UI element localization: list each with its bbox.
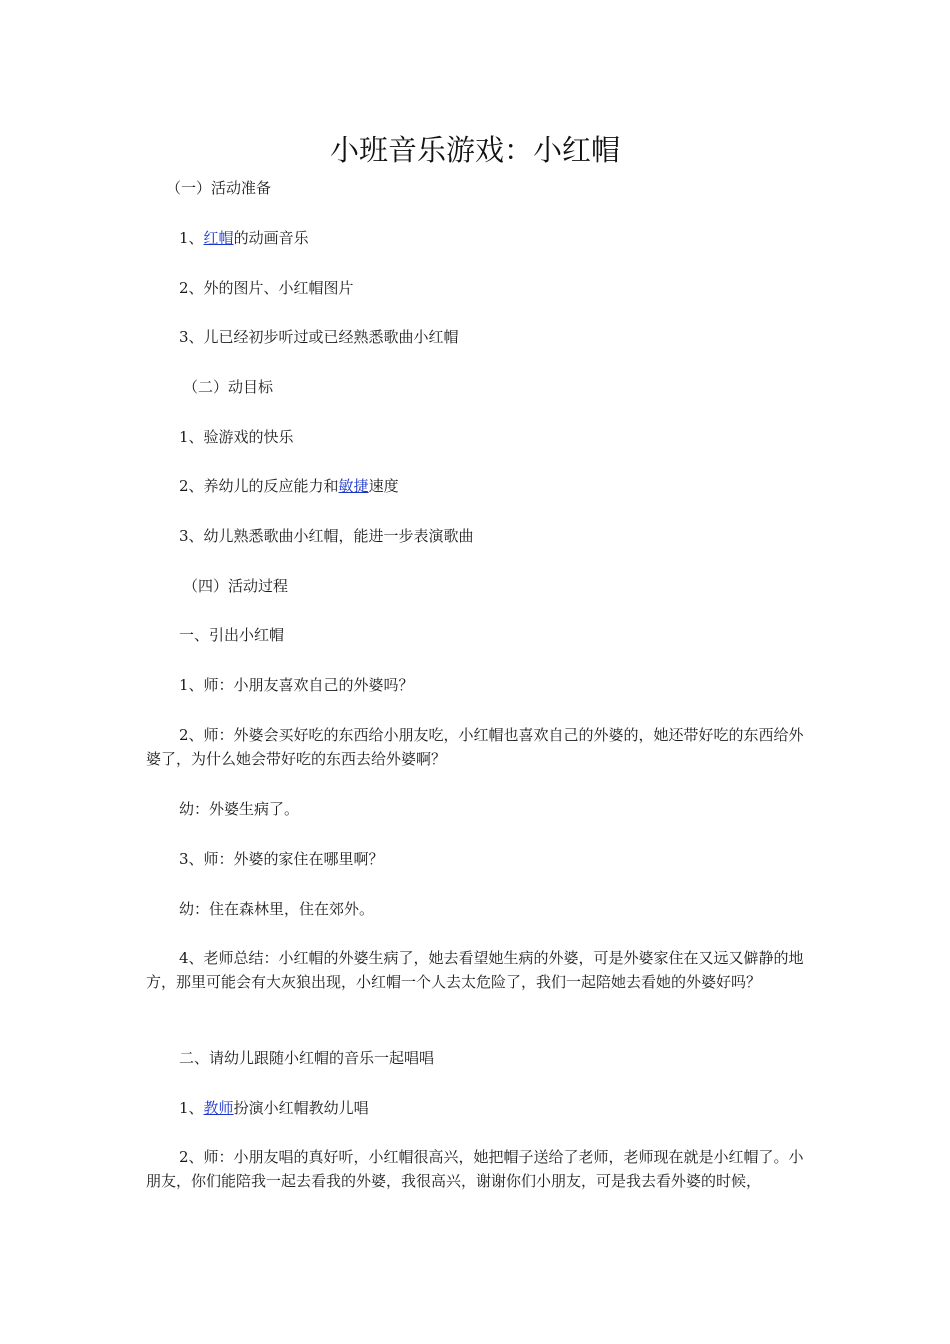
paragraph: 2、师：小朋友唱的真好听，小红帽很高兴，她把帽子送给了老师，老师现在就是小红帽了。小朋友，你们能陪我一起去看我的外婆，我很高兴，谢谢你们小朋友，可是我去看外婆的时候， <box>146 1148 804 1190</box>
paragraph: 1、师：小朋友喜欢自己的外婆吗？ <box>179 676 414 694</box>
link-teacher[interactable]: 教师 <box>203 1099 234 1117</box>
section-heading-process: （四）活动过程 <box>183 577 289 595</box>
paragraph: 幼：住在森林里，住在郊外。 <box>179 900 375 918</box>
paragraph: 4、老师总结：小红帽的外婆生病了，她去看望她生病的外婆，可是外婆家住在又远又僻静的地方，那里可能会有大灰狼出现，小红帽一个人去太危险了，我们一起陪她去看她的外婆好吗？ <box>146 949 804 991</box>
paragraph-text: 扮演小红帽教幼儿唱 <box>233 1099 369 1117</box>
link-red-hat[interactable]: 红帽 <box>203 229 234 247</box>
link-agility[interactable]: 敏捷 <box>338 477 369 495</box>
section-heading-preparation: （一）活动准备 <box>166 179 272 197</box>
paragraph <box>146 226 816 250</box>
section-heading-goals: （二）动目标 <box>183 378 274 396</box>
paragraph <box>146 474 816 498</box>
paragraph: 3、儿已经初步听过或已经熟悉歌曲小红帽 <box>179 328 459 346</box>
paragraph <box>146 1096 816 1120</box>
document-title: 小班音乐游戏：小红帽 <box>329 133 620 167</box>
paragraph-text: 速度 <box>368 477 399 495</box>
paragraph-text: 1、 <box>179 229 204 247</box>
paragraph-text: 2、养幼儿的反应能力和 <box>179 477 339 495</box>
paragraph: 一、引出小红帽 <box>179 626 285 644</box>
paragraph-text: 1、 <box>179 1099 204 1117</box>
paragraph: 3、幼儿熟悉歌曲小红帽，能进一步表演歌曲 <box>179 527 474 545</box>
paragraph: 2、师：外婆会买好吃的东西给小朋友吃，小红帽也喜欢自己的外婆的，她还带好吃的东西给外婆了，为什么她会带好吃的东西去给外婆啊？ <box>146 726 804 768</box>
paragraph: 2、外的图片、小红帽图片 <box>179 279 354 297</box>
paragraph-text: 的动画音乐 <box>233 229 309 247</box>
paragraph: 1、验游戏的快乐 <box>179 428 294 446</box>
paragraph: 3、师：外婆的家住在哪里啊？ <box>179 850 384 868</box>
paragraph: 幼：外婆生病了。 <box>179 800 300 818</box>
paragraph: 二、请幼儿跟随小红帽的音乐一起唱唱 <box>179 1049 435 1067</box>
